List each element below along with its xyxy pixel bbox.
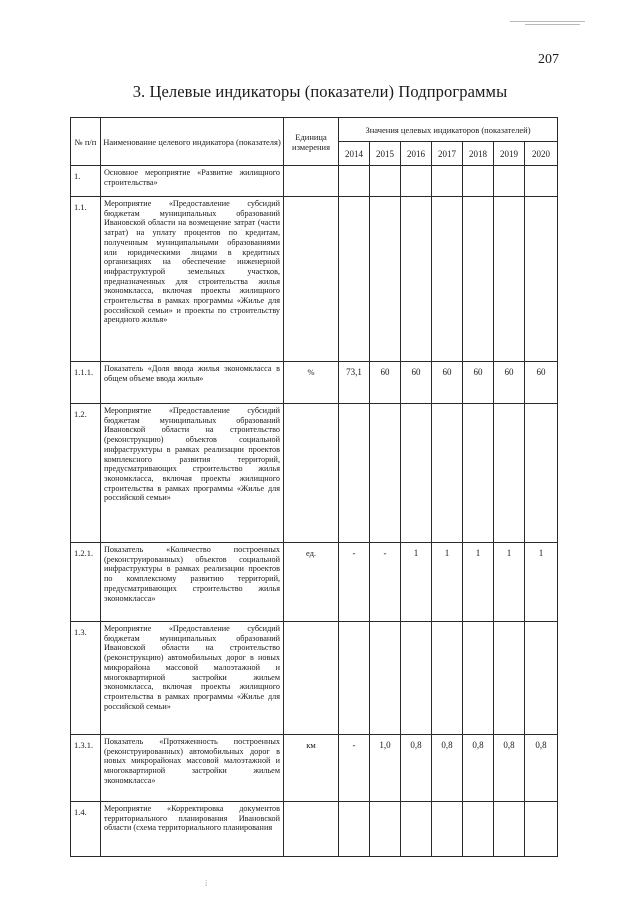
value-cell [432,622,463,735]
value-cell [339,802,370,857]
value-cell [401,404,432,543]
value-cell [463,166,494,197]
value-cell [525,197,558,362]
indicator-name: Мероприятие «Предоставление субсидий бюджетам муниципальных образований Ивановской области на возмещение затрат (части затрат) на уплату процентов по кредитам, полученным муниципальными образованиями или юридическими лицами в кредитных организациях на обеспечение инженерной инфраструктурой земельных участков, предназначенных для строительства жилья экономкласса, включая проекты жилищного строительства в рамках программы «Жилье для российской семьи» и проекты по строительству арендного жилья» [101,197,284,362]
indicator-name: Мероприятие «Предоставление субсидий бюджетам муниципальных образований Ивановской области на строительство (реконструкцию) автомобильных дорог в новых микрорайона массовой малоэтажной и многоквартирной застройки жильем экономкласса, включая проекты жилищного строительства в рамках программы «Жилье для российской семьи» [101,622,284,735]
value-cell [401,802,432,857]
value-cell [525,802,558,857]
value-cell: 60 [525,362,558,404]
indicator-name: Показатель «Протяженность построенных (реконструированных) автомобильных дорог в новых микрорайонах массовой малоэтажной и многоквартирной застройки жильем экономкласса» [101,735,284,802]
value-cell [370,404,401,543]
row-number: 1.4. [71,802,101,857]
unit-cell: км [284,735,339,802]
header-year: 2014 [339,142,370,166]
value-cell: - [370,543,401,622]
value-cell [432,404,463,543]
value-cell: 0,8 [432,735,463,802]
value-cell [525,622,558,735]
unit-cell [284,166,339,197]
header-year: 2015 [370,142,401,166]
value-cell: 60 [432,362,463,404]
value-cell: 1 [463,543,494,622]
value-cell [432,802,463,857]
value-cell [370,802,401,857]
value-cell: 0,8 [494,735,525,802]
indicators-table [70,117,558,857]
value-cell: - [339,735,370,802]
row-number: 1.2. [71,404,101,543]
row-number: 1.3.1. [71,735,101,802]
table-row [71,362,558,404]
value-cell [463,404,494,543]
indicator-name: Мероприятие «Предоставление субсидий бюджетам муниципальных образований Ивановской области на строительство (реконструкцию) объектов социальной инфраструктуры в рамках реализации проектов комплексного развития территорий, предусматривающих строительство жилья экономкласса, включая проекты жилищного строительства в рамках программы «Жилье для российской семьи» [101,404,284,543]
unit-cell [284,404,339,543]
table-row [71,735,558,802]
value-cell: 60 [494,362,525,404]
value-cell: 1 [432,543,463,622]
value-cell [494,404,525,543]
value-cell [463,622,494,735]
unit-cell: % [284,362,339,404]
header-num: № п/п [71,118,101,166]
header-year: 2020 [525,142,558,166]
row-number: 1.1.1. [71,362,101,404]
value-cell [525,166,558,197]
value-cell: - [339,543,370,622]
value-cell [401,622,432,735]
table-row [71,197,558,362]
scan-bleed-mark: ⁞ [205,879,208,888]
scan-artifact-line [510,21,585,22]
header-year: 2018 [463,142,494,166]
value-cell [339,404,370,543]
table-row [71,166,558,197]
value-cell: 1 [525,543,558,622]
value-cell [339,622,370,735]
value-cell [432,197,463,362]
value-cell [370,197,401,362]
indicator-name: Основное мероприятие «Развитие жилищного строительства» [101,166,284,197]
page-title: 3. Целевые индикаторы (показатели) Подпрограммы [132,82,508,101]
unit-cell: ед. [284,543,339,622]
value-cell [370,622,401,735]
indicator-name: Показатель «Доля ввода жилья экономкласса в общем объеме ввода жилья» [101,362,284,404]
value-cell [525,404,558,543]
row-number: 1. [71,166,101,197]
row-number: 1.3. [71,622,101,735]
value-cell [370,166,401,197]
value-cell [339,197,370,362]
header-year: 2017 [432,142,463,166]
value-cell: 0,8 [401,735,432,802]
row-number: 1.2.1. [71,543,101,622]
value-cell: 0,8 [525,735,558,802]
table-row [71,404,558,543]
value-cell [494,622,525,735]
table-row [71,622,558,735]
row-number: 1.1. [71,197,101,362]
value-cell: 60 [401,362,432,404]
header-values-group: Значения целевых индикаторов (показателей) [339,118,558,142]
indicator-name: Мероприятие «Корректировка документов территориального планирования Ивановской области (схема территориального планирования [101,802,284,857]
value-cell [401,197,432,362]
value-cell [339,166,370,197]
value-cell [494,802,525,857]
value-cell [432,166,463,197]
unit-cell [284,622,339,735]
unit-cell [284,802,339,857]
value-cell [494,166,525,197]
header-year: 2016 [401,142,432,166]
value-cell [463,802,494,857]
value-cell [401,166,432,197]
page-number: 207 [538,52,559,67]
value-cell: 1 [494,543,525,622]
scan-artifact-line [525,24,580,25]
table-row [71,543,558,622]
header-name: Наименование целевого индикатора (показателя) [101,118,284,166]
value-cell: 60 [370,362,401,404]
header-unit: Единица измерения [284,118,339,166]
header-year: 2019 [494,142,525,166]
value-cell: 60 [463,362,494,404]
value-cell: 0,8 [463,735,494,802]
value-cell [463,197,494,362]
table-row [71,802,558,857]
indicator-name: Показатель «Количество построенных (реконструированных) объектов социальной инфраструктуры в рамках реализации проектов по комплексному развитию территорий, предусматривающих строительство жилья экономкласса» [101,543,284,622]
value-cell: 1 [401,543,432,622]
unit-cell [284,197,339,362]
value-cell [494,197,525,362]
value-cell: 73,1 [339,362,370,404]
value-cell: 1,0 [370,735,401,802]
